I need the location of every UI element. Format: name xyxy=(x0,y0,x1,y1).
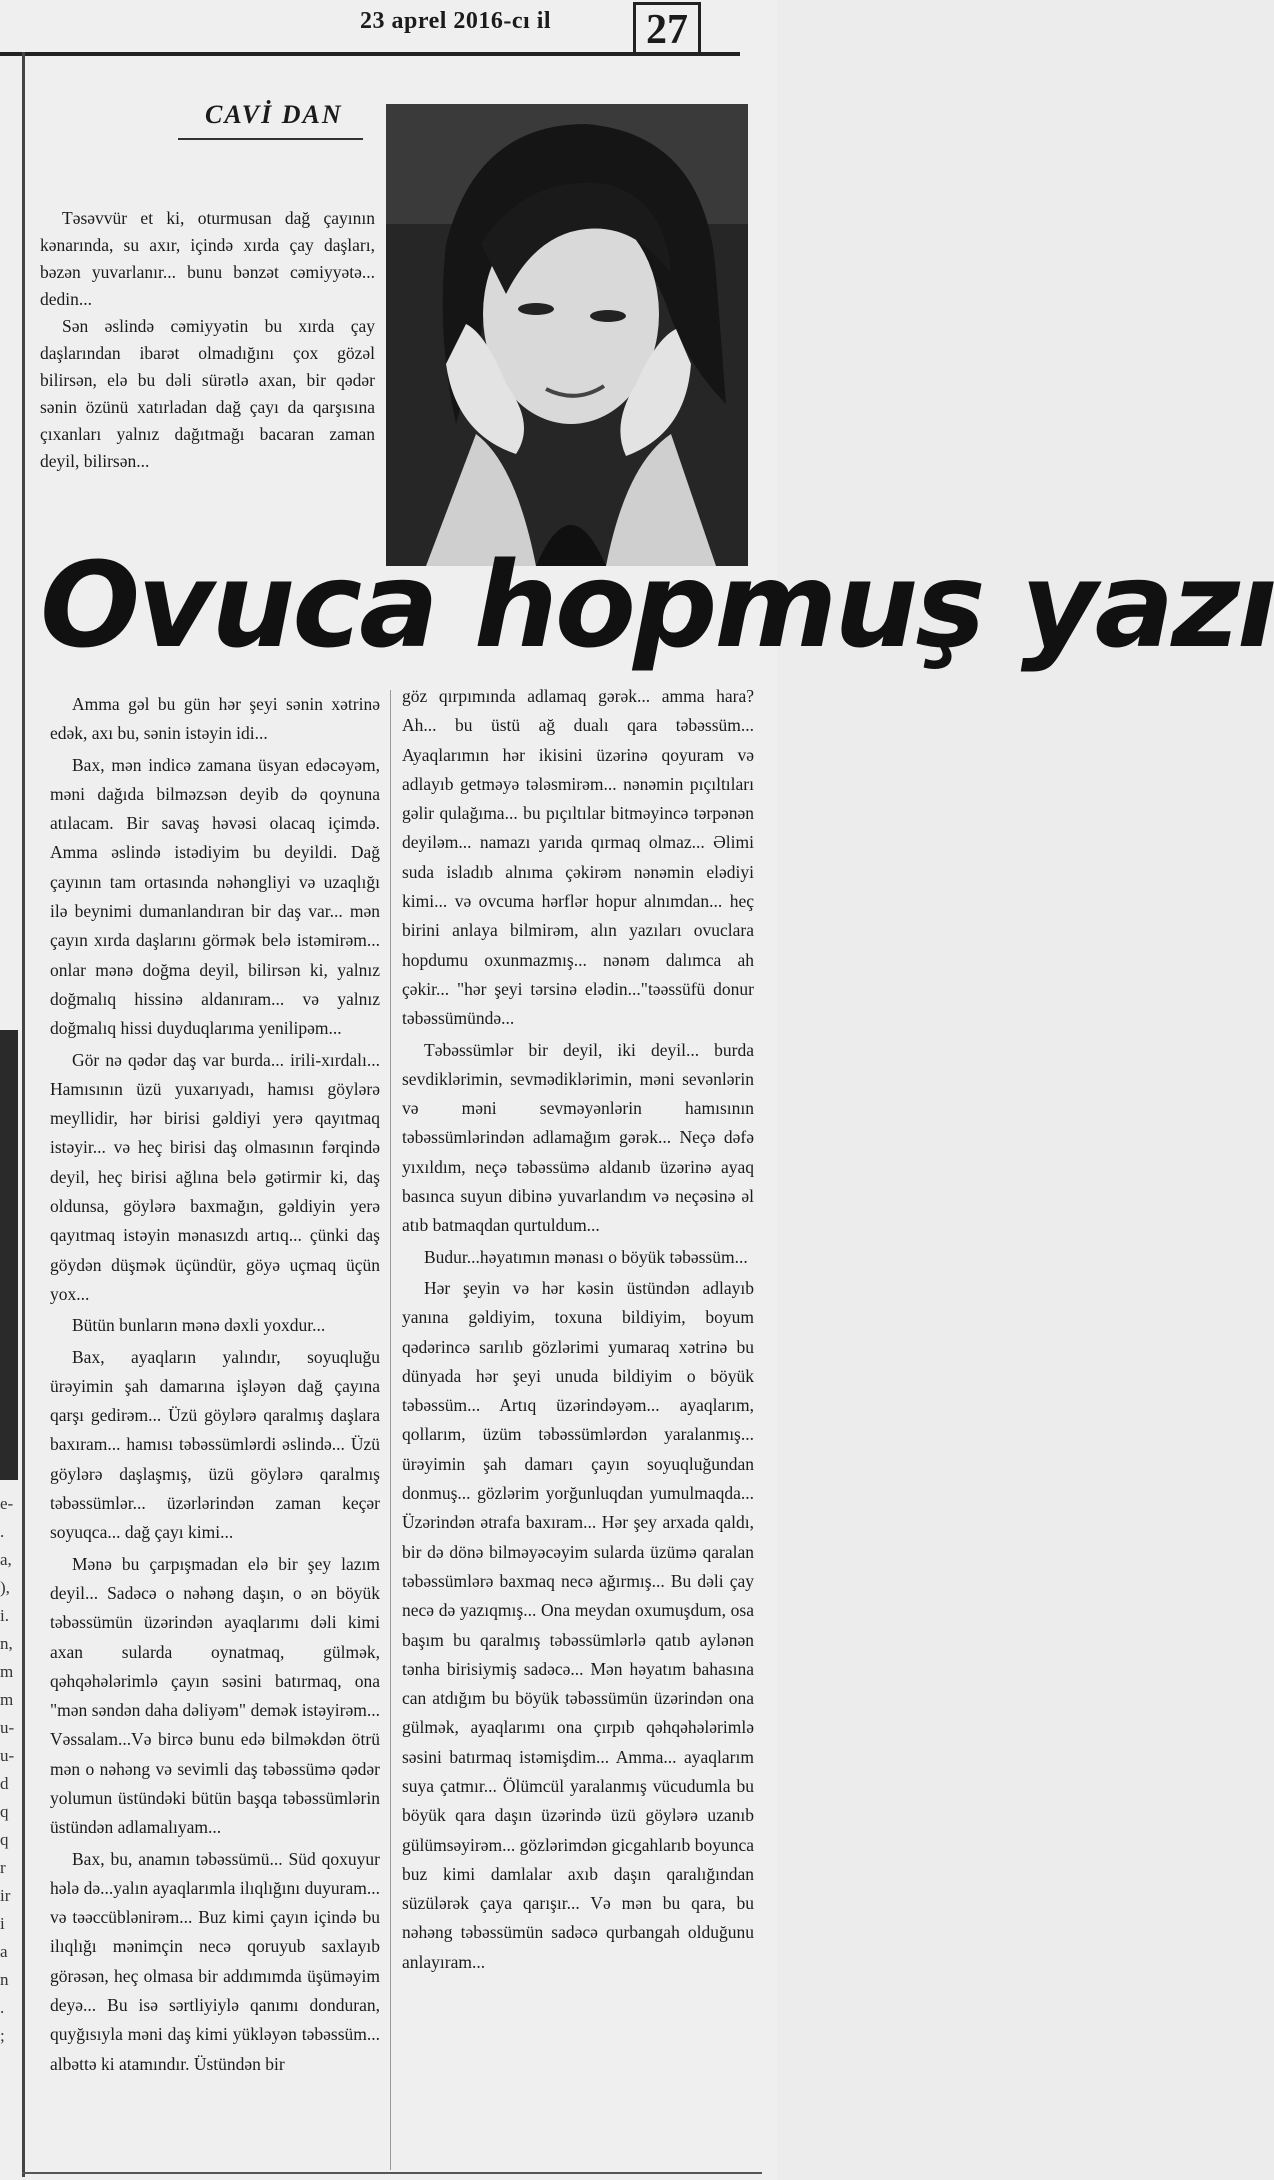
adjacent-column-fragments: e- . a, ), i. n, m m u- u- d q q r ir i a n . ; xyxy=(0,1494,15,2045)
page-number: 27 xyxy=(633,2,701,53)
author-kicker: CAVİ DAN xyxy=(205,100,343,129)
article-intro xyxy=(40,205,375,475)
kicker-underline xyxy=(178,138,363,140)
adjacent-page-photo-edge xyxy=(0,1030,18,1480)
body-paragraph: Gör nə qədər daş var burda... irili-xırdalı... Hamısının üzü yuxarıyadı, hamısı göylərə meyllidir, hər birisi gəldiyi yerə qayıtmaq istəyir... və heç birisi daş olmasının fərqində deyil, heç birisi ağlına belə gətirmir ki, daş oldunsa, göylərə baxmağın, gəldiyin yerə qayıtmaq istəyin mənasızdı artıq... çünki daş göydən düşmək üçündür, göyə uçmaq üçün yox... xyxy=(50,1049,380,1304)
body-paragraph: Mənə bu çarpışmadan elə bir şey lazım deyil... Sadəcə o nəhəng daşın, o ən böyük təbəssümün üzərindən ayaqlarımı dəli kimi axan sularda oynatmaq, gülmək, qəhqəhələrimlə çayın səsini batırmaq, ona "mən səndən daha dəliyəm" demək istəyirəm... Vəssalam...Və bircə bunu edə bilməkdən ötrü mən o nəhəng və sevimli daş təbəssümə qədər yolumun üstündəki bütün başqa təbəssümlərin üstündən adlamalıyam... xyxy=(50,1553,380,1838)
issue-date: 23 aprel 2016-cı il xyxy=(360,8,552,34)
article-headline: Ovuca hopmuş yazı xyxy=(40,536,1274,674)
author-photo xyxy=(386,104,748,566)
body-paragraph: Təbəssümlər bir deyil, iki deyil... burda sevdiklərimin, sevmədiklərimin, məni sevənlərin və məni sevməyənlərin hamısının təbəssümlərindən adlamağım gərək... Neçə dəfə yıxıldım, neçə təbəssümə aldanıb üzərinə ayaq basınca suyun dibinə yuvarlandım və neçəsinə əl atıb batmaqdan qurtuldum... xyxy=(402,1039,754,1236)
body-paragraph: Bütün bunların mənə dəxli yoxdur... xyxy=(72,1315,326,1336)
body-column-2 xyxy=(402,682,754,1979)
intro-paragraph: Sən əslində cəmiyyətin bu xırda çay daşlarından ibarət olmadığını çox gözəl bilirsən, elə bu dəli sürətlə axan, bir qədər sənin özünü xatırladan dağ çayı da qarşısına çıxanları yalnız dağıtmağı bacaran zaman deyil, bilirsən... xyxy=(40,316,375,471)
intro-paragraph: Təsəvvür et ki, oturmusan dağ çayının kənarında, su axır, içində xırda çay daşları, bəzən yuvarlanır... bunu bənzət cəmiyyətə... dedin... xyxy=(40,208,375,309)
left-column-rule xyxy=(22,52,25,2177)
body-paragraph: Bax, ayaqların yalındır, soyuqluğu ürəyimin şah damarına işləyən dağ çayına qarşı gedirəm... Üzü göylərə qaralmış daşlara baxıram... hamısı təbəssümlərdi əslində... Üzü göylərə daşlaşmış, üzü göylərə qaralmış təbəssümlər... üzərlərindən zaman keçər soyuqca... dağ çayı kimi... xyxy=(50,1346,380,1543)
portrait-illustration xyxy=(386,104,748,566)
body-paragraph: Bax, bu, anamın təbəssümü... Süd qoxuyur hələ də...yalın ayaqlarımla ilıqlığını duyuram... və təəccüblənirəm... Buz kimi çayın içində bu ilıqlığı mənimçin necə qoruyub saxlayıb görəsən, heç olmasa bir addımımda üşüməyim deyə... Bu isə sərtliyiylə qanımı donduran, quyğısıyla məni daş kimi yükləyən təbəssüm... albəttə ki atamındır. Üstündən bir xyxy=(50,1848,380,2074)
bottom-rule xyxy=(22,2172,762,2174)
header-rule xyxy=(0,52,740,56)
body-paragraph: Budur...həyatımın mənası o böyük təbəssüm... xyxy=(424,1246,748,1267)
body-paragraph: göz qırpımında adlamaq gərək... amma hara? Ah... bu üstü ağ dualı qara təbəssüm... Ayaqlarımın hər ikisini üzərinə qoyuram və adlayıb getməyə tələsmirəm... nənəmin pıçıltıları gəlir qulağıma... bu pıçıltılar bitməyincə tərpənən deyiləm... namazı yarıda qırmaq olmaz... Əlimi suda isladıb alnıma çəkirəm nənəmin elədiyi kimi... və ovcuma hərflər hopur alnımdan... heç birini anlaya bilmirəm, alın yazıları ovuclara hopdumu oxunmazmış... nənəm dalımca ah çəkir... "hər şeyi tərsinə elədin..."təəssüfü donur təbəssümündə... xyxy=(402,686,754,1029)
column-divider xyxy=(390,690,391,2170)
body-paragraph: Bax, mən indicə zamana üsyan edəcəyəm, məni dağıda bilməzsən deyib də qoynuna atılacam. Bir savaş həvəsi olacaq içimdə. Amma əslində istədiyim bu deyildi. Dağ çayının tam ortasında nəhəngliyi və uzaqlığı ilə beynimi dumanlandıran bir daş var... mən çayın xırda daşlarını görmək belə istəmirəm... onlar mənə doğma deyil, bilirsən ki, yalnız doğmalıq hissinə aldanıram... və yalnız doğmalıq hissi duyduqlarıma yeniliрəm... xyxy=(50,754,380,1039)
body-column-1 xyxy=(50,690,380,2081)
body-paragraph: Hər şeyin və hər kəsin üstündən adlayıb yanına gəldiyim, toxuna bildiyim, boyum qədərincə sarılıb gözlərimi yumaraq xətrinə bu dünyada hər şeyi unuda bildiyim o böyük təbəssüm... Artıq üzərindəyəm... ayaqlarım, qollarım, üzüm təbəssümlərdən yaralanmış... ürəyimin şah damarı çayın soyuqluğundan donmuş... gözlərim yorğunluqdan yumulmaqda... Üzərindən ətrafa baxıram... Hər şey arxada qaldı, bir də dönə bilməyəcəyim sularda üzümə qaralan təbəssümlərə baxmaq necə ağırmış... Bu dəli çay necə də yazıqmış... Ona meydan oxumuşdum, osa başım bu qaralmış təbəssümlərlə qatıb aylənən tənha birisiymiş sadəcə... Mən həyatım bahasına can atdığım bu böyük təbəssümün üzərindən ona gülmək, ayaqlarımı ona çırpıb qəhqəhələrimlə səsini batırmaq istəmişdim... Amma... ayaqlarım suya çatmır... Ölümcül yaralanmış vücudumla bu böyük qara daşın üzərində üzü göylərə uzanıb gülümsəyirəm... gözlərimdən gicgahlarıb boyunca buz kimi damlalar axıb daşın qaralığından süzülərək çaya qarışır... Və mən bu qara, bu nəhəng təbəssümün sadəcə qurbangah olduğunu anlayıram... xyxy=(402,1277,754,1972)
body-paragraph: Amma gəl bu gün hər şeyi sənin xətrinə edək, axı bu, sənin istəyin idi... xyxy=(50,694,380,744)
